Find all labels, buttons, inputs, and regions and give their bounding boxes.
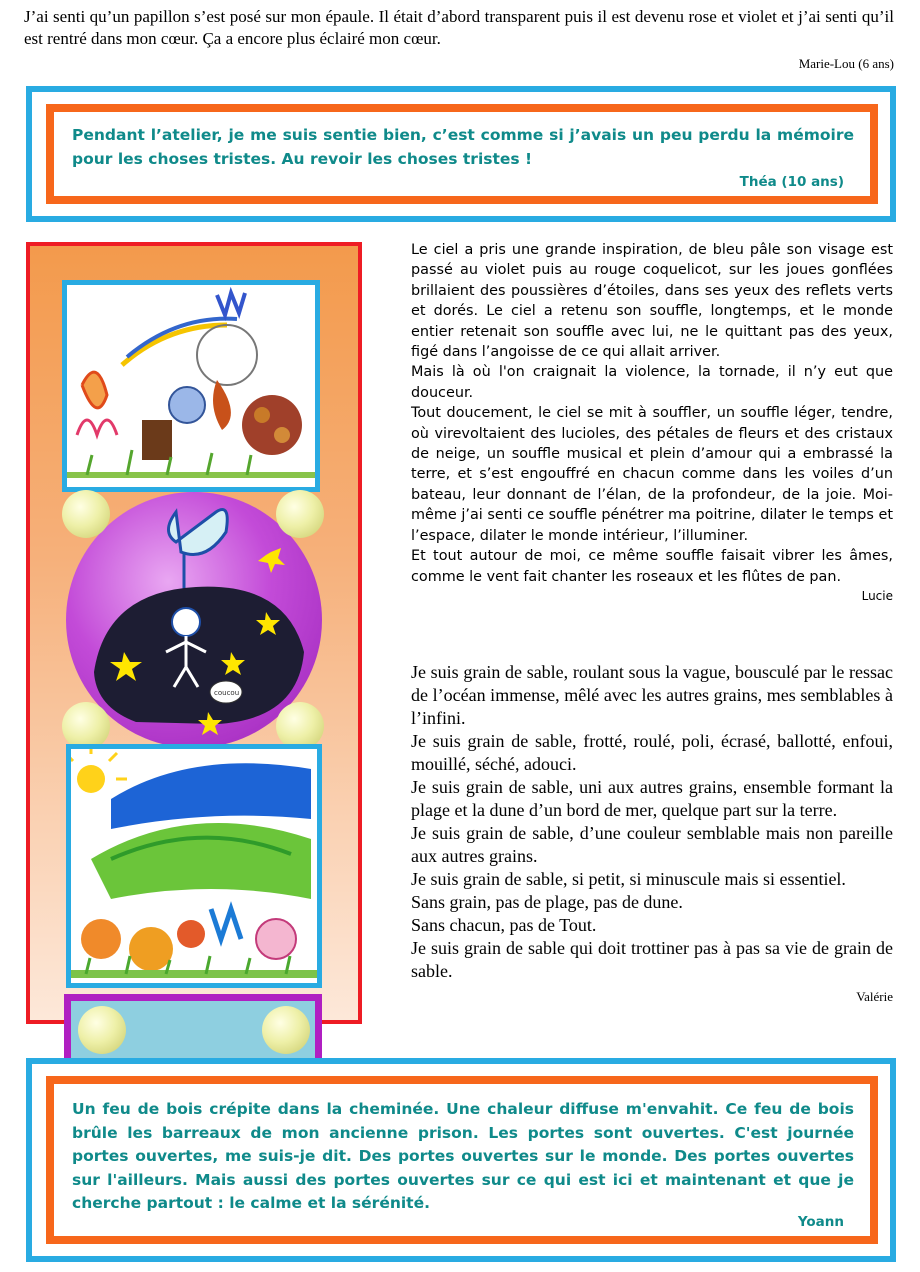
valerie-paragraph: Je suis grain de sable, d’une couleur semblable mais non pareille aux autres grains.: [411, 823, 893, 866]
decor-ball-4: [276, 702, 324, 750]
child-drawing-bottom: [66, 744, 322, 988]
valerie-paragraph: Sans grain, pas de plage, pas de dune.: [411, 892, 683, 912]
intro-text: J’ai senti qu’un papillon s’est posé sur mon épaule. Il était d’abord transparent puis il est devenu rose et violet et j’ai senti qu’il est rentré dans mon cœur. Ça a encore plus éclairé mon cœur.: [24, 7, 894, 48]
lucie-paragraph: Mais là où l'on craignait la violence, la tornade, il n’y eut que douceur.: [411, 364, 893, 401]
quote-thea-box: [46, 104, 878, 204]
lucie-text-block: [411, 240, 893, 603]
valerie-paragraph: Sans chacun, pas de Tout.: [411, 915, 597, 935]
valerie-paragraph: Je suis grain de sable qui doit trottiner pas à pas sa vie de grain de sable.: [411, 938, 893, 981]
lucie-paragraph: Et tout autour de moi, ce même souffle faisait vibrer les âmes, comme le vent fait chanter les roseaux et les flûtes de pan.: [411, 548, 893, 585]
valerie-signature: Valérie: [856, 989, 893, 1004]
decor-ball-6: [262, 1006, 310, 1054]
child-drawing-top: [62, 280, 320, 492]
valerie-paragraph: Je suis grain de sable, roulant sous la vague, bousculé par le ressac de l’océan immense, mêlé avec les autres grains, mes semblables à l’infini.: [411, 662, 893, 728]
intro-block: [24, 6, 894, 72]
decor-ball-2: [276, 490, 324, 538]
lucie-paragraph: Tout doucement, le ciel se mit à souffler, un souffle léger, tendre, où virevoltaient des lucioles, des pétales de fleurs et des cristaux de neige, un souffle musical et plein d’amour qui a embrassé la terre, et s’est engouffré en chacun comme dans les voiles d’un bateau, leur donnant de l’élan, de la profondeur, de la joie. Moi-même j’ai senti ce souffle pénétrer ma poitrine, dilater le temps et l’espace, dilater le monde intérieur, l’illuminer.: [411, 405, 893, 544]
decor-ball-5: [78, 1006, 126, 1054]
valerie-paragraph: Je suis grain de sable, uni aux autres grains, ensemble formant la plage et la dune d’un bord de mer, quelque part sur la terre.: [411, 777, 893, 820]
lucie-signature: Lucie: [861, 588, 893, 603]
valerie-paragraph: Je suis grain de sable, si petit, si minuscule mais si essentiel.: [411, 869, 846, 889]
quote-yoann-signature: Yoann: [797, 1214, 844, 1230]
intro-signature: Marie-Lou (6 ans): [798, 56, 894, 71]
quote-thea-text: Pendant l’atelier, je me suis sentie bien, c’est comme si j’avais un peu perdu la mémoire pour les choses tristes. Au revoir les choses tristes !: [72, 126, 854, 168]
lucie-paragraph: Le ciel a pris une grande inspiration, de bleu pâle son visage est passé au violet puis au rouge coquelicot, sur les joues gonflées brillaient des poussières d’étoiles, dans ses yeux des reflets verts et dorés. Le ciel a retenu son souffle, longtemps, et le monde entier retenait son souffle avec lui, ne le quittant pas des yeux, figé dans l’angoisse de ce qui allait arriver.: [411, 242, 893, 361]
decor-ball-1: [62, 490, 110, 538]
decor-ball-3: [62, 702, 110, 750]
quote-thea-signature: Théa (10 ans): [739, 174, 844, 190]
quote-yoann-box: [46, 1076, 878, 1244]
valerie-text-block: [411, 661, 893, 1005]
valerie-paragraph: Je suis grain de sable, frotté, roulé, poli, écrasé, ballotté, enfoui, mouillé, séché, adouci.: [411, 731, 893, 774]
quote-yoann-text: Un feu de bois crépite dans la cheminée. Une chaleur diffuse m'envahit. Ce feu de bois brûle les barreaux de mon ancienne prison. Les portes sont ouvertes. C'est journée portes ouvertes, me suis-je dit. Des portes ouvertes sur le monde. Des portes ouvertes sur l'ailleurs. Mais aussi des portes ouvertes sur ce qui est ici et maintenant et que je cherche partout : le calme et la sérénité.: [72, 1100, 854, 1212]
speech-bubble-text: coucou: [214, 689, 240, 697]
